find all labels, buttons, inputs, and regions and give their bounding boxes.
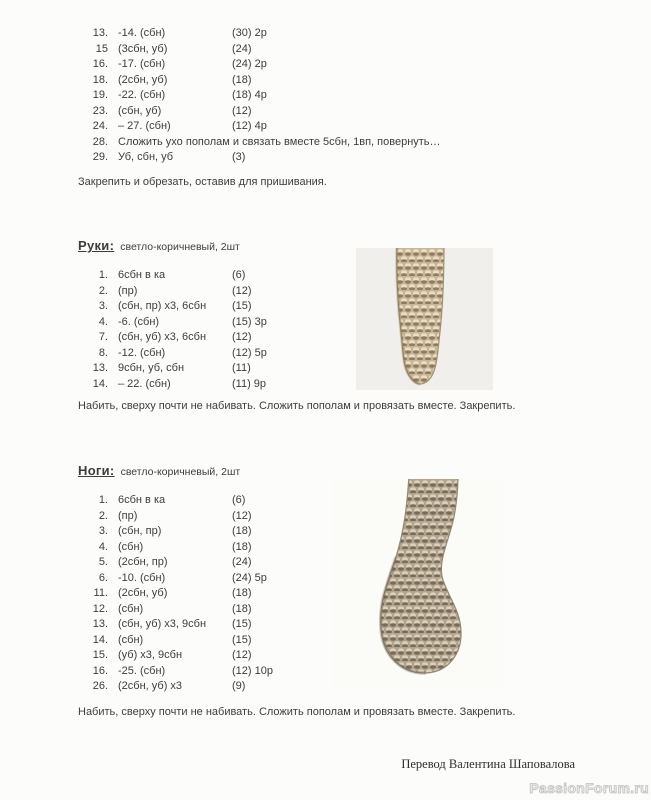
row-instruction: -6. (сбн) — [118, 315, 160, 328]
row-number: 3. — [98, 525, 108, 537]
row-instruction: – 22. (сбн) — [118, 377, 171, 390]
row-instruction: (сбн) — [118, 540, 144, 553]
row-number: 13. — [92, 618, 108, 630]
pattern-row — [80, 73, 620, 89]
row-instruction: (сбн) — [118, 633, 144, 646]
row-instruction: (пр) — [118, 284, 138, 297]
row-instruction: -25. (сбн) — [118, 664, 166, 677]
row-number: 4. — [98, 315, 108, 328]
arms-finish-note: Набить, сверху почти не набивать. Сложить пополам и провязать вместе. Закрепить. — [78, 400, 516, 412]
pattern-row — [80, 150, 620, 166]
row-stitch-count: (15) — [232, 633, 252, 646]
row-instruction: 6сбн в ка — [118, 269, 166, 281]
row-instruction: (сбн, пр) — [118, 525, 162, 537]
pattern-row — [80, 104, 620, 120]
row-number: 2. — [98, 509, 108, 522]
row-stitch-count: (15) — [232, 618, 252, 630]
row-instruction: (2сбн, пр) — [118, 556, 168, 568]
row-number: 23. — [92, 104, 108, 117]
legs-finish-note: Набить, сверху почти не набивать. Сложить пополам и провязать вместе. Закрепить. — [78, 706, 516, 718]
row-instruction: (сбн, пр) х3, 6сбн — [118, 300, 207, 312]
row-number: 19. — [92, 89, 108, 101]
row-instruction: Сложить ухо пополам и связать вместе 5сбн, 1вп, повернуть… — [118, 135, 441, 148]
crocheted-leg-image — [333, 479, 503, 689]
row-instruction: -17. (сбн) — [118, 58, 166, 70]
row-number: 24. — [92, 120, 108, 132]
pattern-row — [80, 268, 620, 284]
row-instruction: (3сбн, уб) — [118, 42, 168, 55]
row-stitch-count: (6) — [232, 269, 246, 281]
row-stitch-count: (12) 5р — [232, 346, 267, 359]
row-instruction: -22. (сбн) — [118, 89, 166, 101]
arms-pattern-list — [80, 268, 620, 392]
row-instruction: (сбн, уб) х3, 6сбн — [118, 331, 207, 343]
row-number: 1. — [98, 269, 108, 281]
row-stitch-count: (24) 2р — [232, 58, 267, 70]
row-number: 1. — [98, 494, 108, 506]
row-stitch-count: (12) — [232, 649, 252, 661]
row-stitch-count: (11) — [232, 362, 251, 374]
row-number: 15. — [92, 649, 108, 661]
row-number: 7. — [98, 331, 108, 343]
row-number: 16. — [92, 664, 108, 677]
row-number: 11. — [93, 587, 108, 599]
row-instruction: (уб) х3, 9сбн — [118, 649, 183, 661]
row-instruction: (2сбн, уб) х3 — [118, 680, 183, 692]
legs-section-title: Ноги: — [78, 463, 115, 478]
row-instruction: 9сбн, уб, сбн — [118, 362, 185, 374]
row-stitch-count: (18) — [232, 73, 252, 86]
row-stitch-count: (12) — [232, 284, 252, 297]
row-stitch-count: (18) — [232, 587, 252, 599]
row-number: 6. — [98, 571, 108, 584]
arms-section-title: Руки: — [78, 238, 115, 253]
row-number: 5. — [98, 556, 108, 568]
row-number: 26. — [92, 680, 108, 692]
arms-section-subtitle: светло-коричневый, 2шт — [120, 241, 240, 253]
row-instruction: -14. (сбн) — [118, 27, 166, 39]
pattern-row — [80, 361, 620, 377]
row-stitch-count: (3) — [232, 151, 246, 163]
row-stitch-count: (15) — [232, 300, 252, 312]
row-number: 29. — [92, 151, 108, 163]
row-number: 18. — [92, 73, 108, 86]
row-instruction: -12. (сбн) — [118, 346, 166, 359]
row-number: 14. — [92, 377, 108, 390]
pattern-row — [80, 330, 620, 346]
pattern-row — [80, 88, 620, 104]
legs-section-header — [78, 462, 240, 480]
pattern-row — [80, 284, 620, 300]
arm-photo — [356, 248, 493, 390]
row-stitch-count: (9) — [232, 680, 246, 692]
pattern-row — [80, 57, 620, 73]
row-stitch-count: (15) 3р — [232, 315, 267, 328]
row-stitch-count: (24) — [232, 42, 252, 55]
row-instruction: -10. (сбн) — [118, 571, 166, 584]
translator-credit: Перевод Валентина Шаповалова — [401, 757, 575, 771]
row-stitch-count: (24) 5р — [232, 571, 267, 584]
ear-finish-note: Закрепить и обрезать, оставив для пришивания. — [78, 176, 327, 188]
row-instruction: (2сбн, уб) — [118, 587, 168, 599]
pattern-row — [80, 135, 620, 151]
row-number: 15 — [95, 42, 108, 55]
row-instruction: (пр) — [118, 509, 138, 522]
row-stitch-count: (18) 4р — [232, 89, 267, 101]
pattern-row — [80, 346, 620, 362]
row-instruction: – 27. (сбн) — [118, 120, 171, 132]
row-stitch-count: (18) — [232, 525, 252, 537]
row-instruction: (сбн, уб) — [118, 104, 162, 117]
leg-photo — [333, 479, 503, 689]
row-number: 13. — [92, 362, 108, 374]
pattern-row — [80, 42, 620, 58]
row-instruction: (сбн, уб) х3, 9сбн — [118, 618, 207, 630]
row-stitch-count: (18) — [232, 602, 252, 615]
row-number: 28. — [92, 135, 108, 148]
pattern-row — [80, 26, 620, 42]
pattern-row — [80, 315, 620, 331]
row-instruction: Уб, сбн, уб — [118, 151, 174, 163]
row-number: 2. — [98, 284, 108, 297]
row-instruction: 6сбн в ка — [118, 494, 166, 506]
row-number: 4. — [98, 540, 108, 553]
pattern-row — [80, 377, 620, 393]
row-instruction: (2сбн, уб) — [118, 73, 168, 86]
row-stitch-count: (12) — [232, 104, 252, 117]
arms-section-header — [78, 237, 240, 255]
row-number: 13. — [92, 27, 108, 39]
row-stitch-count: (12) — [232, 331, 252, 343]
ear-pattern-list — [80, 26, 620, 166]
row-instruction: (сбн) — [118, 602, 144, 615]
row-stitch-count: (18) — [232, 540, 252, 553]
row-stitch-count: (6) — [232, 494, 246, 506]
pattern-row — [80, 119, 620, 135]
row-stitch-count: (12) 10р — [232, 664, 273, 677]
site-watermark: PassionForum.ru — [529, 780, 649, 796]
row-stitch-count: (30) 2р — [232, 27, 267, 39]
row-stitch-count: (11) 9р — [232, 377, 267, 390]
row-number: 8. — [98, 346, 108, 359]
row-stitch-count: (24) — [232, 556, 252, 568]
row-number: 3. — [98, 300, 108, 312]
row-stitch-count: (12) — [232, 509, 252, 522]
row-number: 12. — [92, 602, 108, 615]
row-number: 16. — [92, 58, 108, 70]
legs-section-subtitle: светло-коричневый, 2шт — [120, 466, 241, 478]
pattern-row — [80, 299, 620, 315]
row-number: 14. — [92, 633, 108, 646]
crocheted-arm-image — [356, 248, 493, 390]
row-stitch-count: (12) 4р — [232, 120, 267, 132]
